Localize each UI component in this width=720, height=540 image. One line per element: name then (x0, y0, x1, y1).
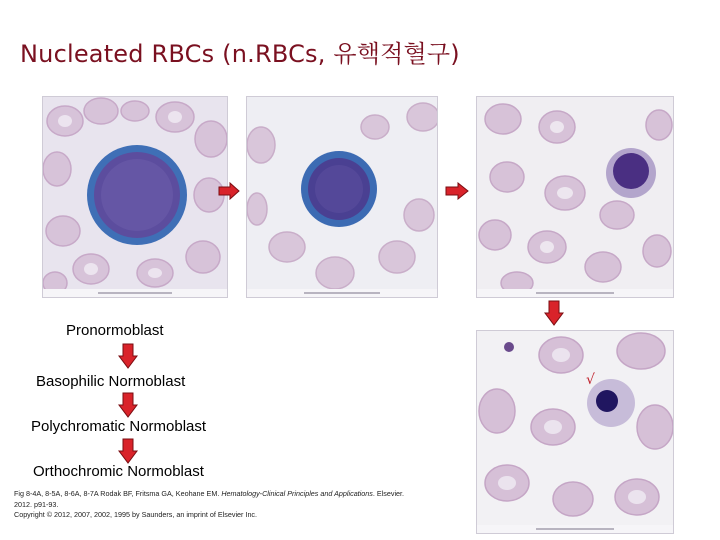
micrograph-pronormoblast (42, 96, 228, 298)
citation-publisher: . Elsevier. (372, 489, 405, 498)
right-arrow-icon (218, 182, 240, 200)
micrograph-basophilic-normoblast (246, 96, 438, 298)
down-arrow-icon (544, 300, 564, 326)
right-arrow-icon (445, 182, 469, 200)
slide-title: Nucleated RBCs (n.RBCs, 유핵적혈구) (20, 40, 460, 68)
citation-book-title: Hematology-Clinical Principles and Applications (221, 489, 373, 498)
down-arrow-icon (118, 343, 138, 369)
stage-label-basophilic-normoblast: Basophilic Normoblast (36, 373, 186, 390)
stage-label-pronormoblast: Pronormoblast (66, 322, 164, 339)
down-arrow-icon (118, 438, 138, 464)
stage-label-orthochromic-normoblast: Orthochromic Normoblast (33, 463, 204, 480)
micrograph-polychromatic-normoblast (476, 96, 674, 298)
citation-line-1 (14, 489, 484, 500)
stage-label-polychromatic-normoblast: Polychromatic Normoblast (31, 418, 207, 435)
citation-line-3: Copyright © 2012, 2007, 2002, 1995 by Saunders, an imprint of Elsevier Inc. (14, 510, 258, 519)
micrograph-orthochromic-normoblast (476, 330, 674, 534)
check-mark-icon: √ (586, 372, 595, 388)
figure-citation (14, 489, 484, 521)
citation-line-2: 2012. p91-93. (14, 499, 59, 509)
citation-source: Fig 8-4A, 8-5A, 8-6A, 8-7A Rodak BF, Fritsma GA, Keohane EM. (14, 489, 222, 498)
down-arrow-icon (118, 392, 138, 418)
